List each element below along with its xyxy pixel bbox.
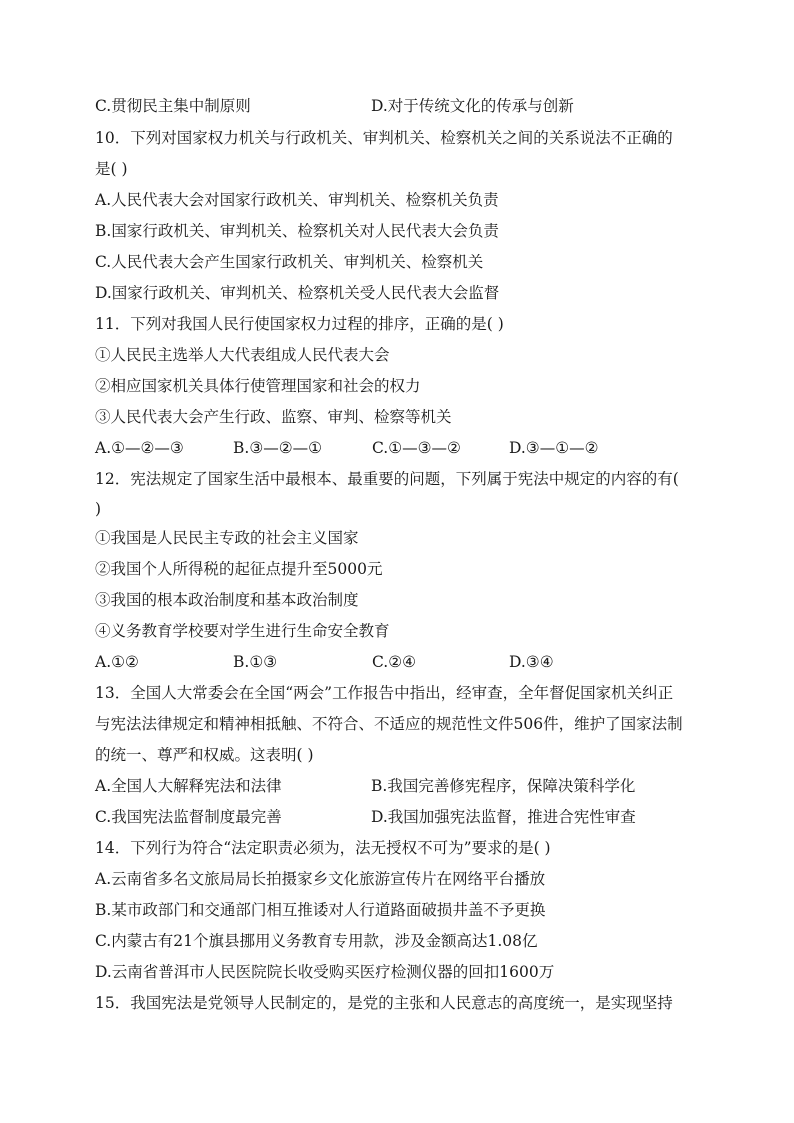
q13-option-d: D.我国加强宪法监督，推进合宪性审查	[371, 808, 636, 826]
q11-option-c: C.①—③—②	[372, 439, 461, 457]
q13-stem-line-1: 13．全国人大常委会在全国“两会”工作报告中指出，经审查，全年督促国家机关纠正	[95, 684, 674, 702]
q9-option-d: D.对于传统文化的传承与创新	[371, 97, 574, 115]
q11-statement-1: ①人民民主选举人大代表组成人民代表大会	[95, 346, 390, 364]
q14-option-c: C.内蒙古有21个旗县挪用义务教育专用款，涉及金额高达1.08亿	[95, 932, 538, 950]
q13-option-b: B.我国完善修宪程序，保障决策科学化	[371, 777, 636, 795]
q12-stem-line-2: )	[95, 500, 102, 518]
q11-option-b: B.③—②—①	[233, 439, 323, 457]
q13-option-c: C.我国宪法监督制度最完善	[95, 808, 282, 826]
q11-statement-3: ③人民代表大会产生行政、监察、审判、检察等机关	[95, 408, 452, 426]
q14-option-a: A.云南省多名文旅局局长拍摄家乡文化旅游宣传片在网络平台播放	[95, 870, 546, 888]
q11-stem: 11．下列对我国人民行使国家权力过程的排序，正确的是( )	[95, 315, 504, 333]
q13-stem-line-3: 的统一、尊严和权威。这表明( )	[95, 746, 314, 764]
q11-option-a: A.①—②—③	[95, 439, 184, 457]
q15-stem-line-1: 15．我国宪法是党领导人民制定的，是党的主张和人民意志的高度统一，是实现坚持	[95, 994, 673, 1012]
q12-statement-1: ①我国是人民民主专政的社会主义国家	[95, 529, 359, 547]
q12-statement-2: ②我国个人所得税的起征点提升至5000元	[95, 560, 383, 578]
q14-option-b: B.某市政部门和交通部门相互推诿对人行道路面破损井盖不予更换	[95, 901, 546, 919]
q12-statement-4: ④义务教育学校要对学生进行生命安全教育	[95, 622, 390, 640]
q12-option-d: D.③④	[509, 653, 554, 671]
q13-stem-line-2: 与宪法法律规定和精神相抵触、不符合、不适应的规范性文件506件，维护了国家法制	[95, 715, 683, 733]
q10-stem-line-1: 10．下列对国家权力机关与行政机关、审判机关、检察机关之间的关系说法不正确的	[95, 129, 673, 147]
q14-stem: 14．下列行为符合“法定职责必须为，法无授权不可为”要求的是( )	[95, 839, 551, 857]
q10-option-a: A.人民代表大会对国家行政机关、审判机关、检察机关负责	[95, 191, 499, 209]
q11-option-d: D.③—①—②	[509, 439, 599, 457]
q10-stem-line-2: 是( )	[95, 160, 128, 178]
q12-option-a: A.①②	[95, 653, 139, 671]
q14-option-d: D.云南省普洱市人民医院院长收受购买医疗检测仪器的回扣1600万	[95, 963, 555, 981]
q10-option-b: B.国家行政机关、审判机关、检察机关对人民代表大会负责	[95, 222, 499, 240]
q9-option-c: C.贯彻民主集中制原则	[95, 97, 251, 115]
q10-option-d: D.国家行政机关、审判机关、检察机关受人民代表大会监督	[95, 284, 500, 302]
q12-option-c: C.②④	[372, 653, 417, 671]
q13-option-a: A.全国人大解释宪法和法律	[95, 777, 282, 795]
q12-stem-line-1: 12．宪法规定了国家生活中最根本、最重要的问题，下列属于宪法中规定的内容的有(	[95, 470, 679, 488]
q10-option-c: C.人民代表大会产生国家行政机关、审判机关、检察机关	[95, 253, 484, 271]
q11-statement-2: ②相应国家机关具体行使管理国家和社会的权力	[95, 377, 421, 395]
q12-option-b: B.①③	[233, 653, 278, 671]
q12-statement-3: ③我国的根本政治制度和基本政治制度	[95, 591, 359, 609]
